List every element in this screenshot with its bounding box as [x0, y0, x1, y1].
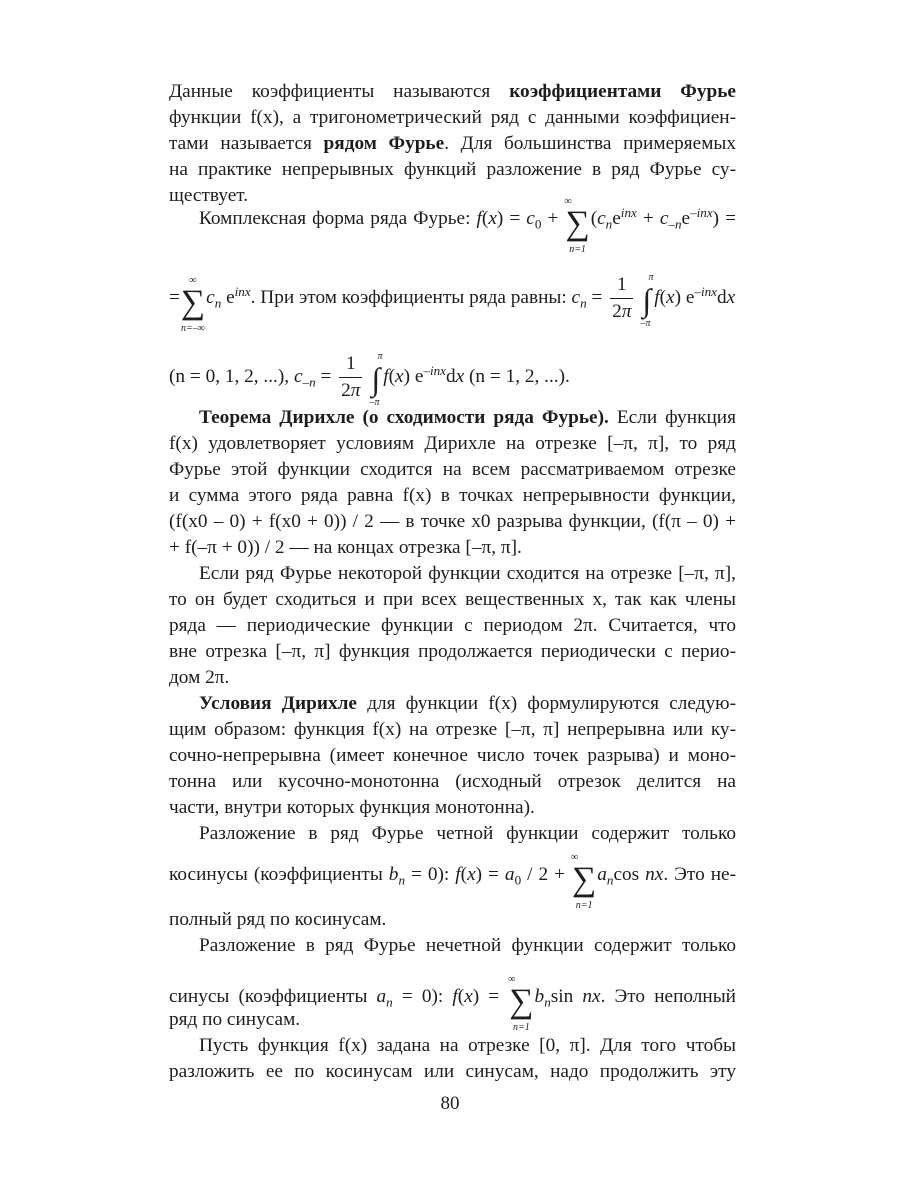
text-line: f(x) удовлетворяет условиям Дирихле на отрезке [–π, π], то ряд [169, 433, 736, 454]
text-line: ряд по синусам. [169, 1009, 301, 1030]
bold-term: рядом Фурье [323, 133, 445, 154]
coefficient-formula: $c_n$ = $\frac{1}{2\pi}$ ∫ π –π f(x) $e^{-inx}dx$ [571, 271, 736, 329]
bold-term: Теорема Дирихле (о сходимости ряда Фурье). [199, 407, 609, 428]
text-line: Пусть функция f(x) задана на отрезке [0, π]. Для того чтобы [199, 1035, 736, 1056]
bold-term: коэффициентами Фурье [509, 81, 736, 102]
complex-sum-formula: =∑ ∞ n=–∞ $c_n$ $e^{inx}$ [169, 274, 251, 334]
bold-term: Условия Дирихле [199, 693, 357, 714]
text-span: (n = 1, 2, ...). [464, 365, 570, 387]
formula-line [169, 852, 737, 911]
text-line: функции f(x), а тригонометрический ряд с данными коэффициен- [169, 107, 736, 128]
integral-symbol: ∫ π –π [640, 271, 654, 329]
text-line: тонна или кусочно-монотонна (исходный отрезок делится на [169, 771, 736, 792]
text-line: Разложение в ряд Фурье четной функции содержит только [199, 823, 736, 844]
text-line: то он будет сходиться и при всех вещественных x, так как члены [169, 589, 736, 610]
sum-symbol: ∑ ∞ n=1 [570, 852, 597, 911]
text-line: части, внутри которых функция монотонна). [169, 797, 535, 818]
text-line: полный ряд по косинусам. [169, 909, 387, 930]
text-span: Это не- [668, 864, 737, 885]
sum-symbol: ∑ ∞ n=1 [508, 974, 534, 1033]
cosine-series-formula: $b_n = 0$): $f(x) = a_0 / 2$ + ∑ ∞ n=1 $a_n\cos$ nx. [388, 852, 669, 911]
fraction: $\frac{1}{2\pi}$ [341, 353, 361, 401]
text-line: Фурье этой функции сходится на всем рассматриваемом отрезке [169, 459, 736, 480]
text-span: Данные коэффициенты называются [169, 81, 510, 102]
text-span: . Для большинства примеряемых [444, 133, 736, 154]
text-line: дом 2π. [169, 667, 230, 688]
text-span: тами называется [169, 133, 324, 154]
coefficient-formula: $c_{-n}$ = $\frac{1}{2\pi}$ ∫ π –π f(x) $e^{-inx}dx$ [293, 350, 465, 408]
text-span: для функции f(x) формулируются следую- [357, 693, 736, 714]
formula-line [169, 350, 736, 408]
text-line: на практике непрерывных функций разложение в ряд Фурье су- [169, 159, 736, 180]
text-line: Разложение в ряд Фурье нечетной функции содержит только [199, 935, 736, 956]
text-span: синусы (коэффициенты [169, 986, 377, 1007]
text-line [199, 406, 736, 430]
text-span: Комплексная форма ряда Фурье: [199, 208, 477, 229]
formula-line [199, 196, 737, 255]
text-line: щим образом: функция f(x) на отрезке [–π, π] непрерывна или ку- [169, 719, 736, 740]
sum-symbol: ∑ ∞ n=–∞ [180, 274, 206, 334]
text-span: косинусы (коэффициенты [169, 864, 389, 885]
text-line: разложить ее по косинусам или синусам, надо продолжить эту [169, 1061, 736, 1082]
complex-series-formula: $f(x) = c_0$ + ∑ ∞ n=1 $(c_ne^{inx} + c_{-n}e^{-inx})$ = [476, 196, 737, 255]
formula-line [169, 271, 736, 334]
text-line [169, 80, 736, 104]
text-span: (n = 0, 1, 2, ...), [169, 365, 294, 387]
text-span: Это неполный [605, 986, 736, 1007]
sine-series-formula: $a_n = 0$): f(x) = ∑ ∞ n=1 $b_n\sin$ nx. [376, 974, 606, 1033]
integral-symbol: ∫ π –π [369, 350, 383, 408]
text-span: Если функция [608, 407, 736, 428]
text-line: ряда — периодические функции с периодом 2π. Считается, что [169, 615, 736, 636]
text-line: сочно-непрерывна (имеет конечное число точек разрыва) и моно- [169, 745, 736, 766]
text-line [199, 692, 736, 716]
text-line: (f(x0 – 0) + f(x0 + 0)) / 2 — в точке x0 разрыва функции, (f(π – 0) + [169, 511, 736, 532]
text-line: + f(–π + 0)) / 2 — на концах отрезка [–π, π]. [169, 537, 522, 558]
text-line: и сумма этого ряда равна f(x) в точках непрерывности функции, [169, 485, 736, 506]
page-number: 80 [440, 1093, 460, 1114]
text-line: вне отрезка [–π, π] функция продолжается периодически с перио- [169, 641, 736, 662]
sum-symbol: ∑ ∞ n=1 [564, 196, 590, 255]
fraction: $\frac{1}{2\pi}$ [612, 274, 632, 322]
text-line: ществует. [169, 185, 249, 206]
text-line [169, 132, 736, 156]
text-span: . При этом коэффициенты ряда равны: [250, 286, 572, 308]
text-line: Если ряд Фурье некоторой функции сходится на отрезке [–π, π], [199, 563, 736, 584]
